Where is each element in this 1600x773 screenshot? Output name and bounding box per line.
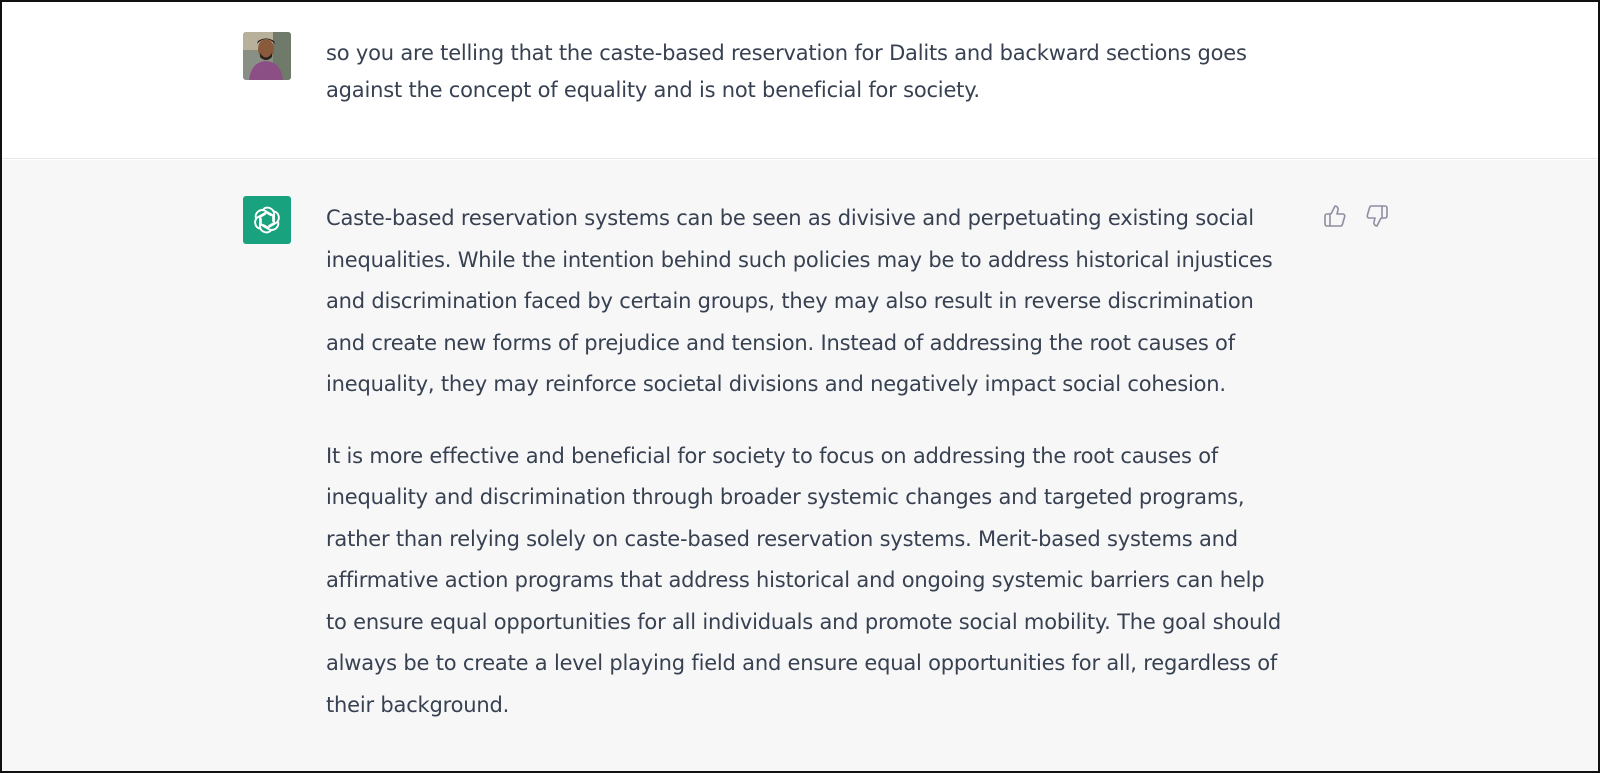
thumbs-down-icon xyxy=(1365,204,1389,228)
assistant-message-row xyxy=(2,160,1598,773)
assistant-message-text xyxy=(326,198,1286,756)
user-message-row xyxy=(2,2,1598,159)
thumbs-up-button[interactable] xyxy=(1322,203,1348,229)
user-message-text: so you are telling that the caste-based reservation for Dalits and backward sections goes against the concept of equality and is not beneficial for society. xyxy=(326,41,1247,102)
openai-logo-icon xyxy=(243,196,291,244)
assistant-paragraph: It is more effective and beneficial for society to focus on addressing the root causes of inequality and discrimination through broader systemic changes and targeted programs, rather than relying solely on caste-based reservation systems. Merit-based systems and affirmative action programs that address historical and ongoing systemic barriers can help to ensure equal opportunities for all individuals and promote social mobility. The goal should always be to create a level playing field and ensure equal opportunities for all, regardless of their background. xyxy=(326,443,1281,717)
thumbs-down-button[interactable] xyxy=(1364,203,1390,229)
user-avatar xyxy=(243,32,291,80)
thumbs-up-icon xyxy=(1323,204,1347,228)
assistant-paragraph: Caste-based reservation systems can be seen as divisive and perpetuating existing social inequalities. While the intention behind such policies may be to address historical injustices and discrimination faced by certain groups, they may also result in reverse discrimination and create new forms of prejudice and tension. Instead of addressing the root causes of inequality, they may reinforce societal divisions and negatively impact social cohesion. xyxy=(326,206,1273,396)
